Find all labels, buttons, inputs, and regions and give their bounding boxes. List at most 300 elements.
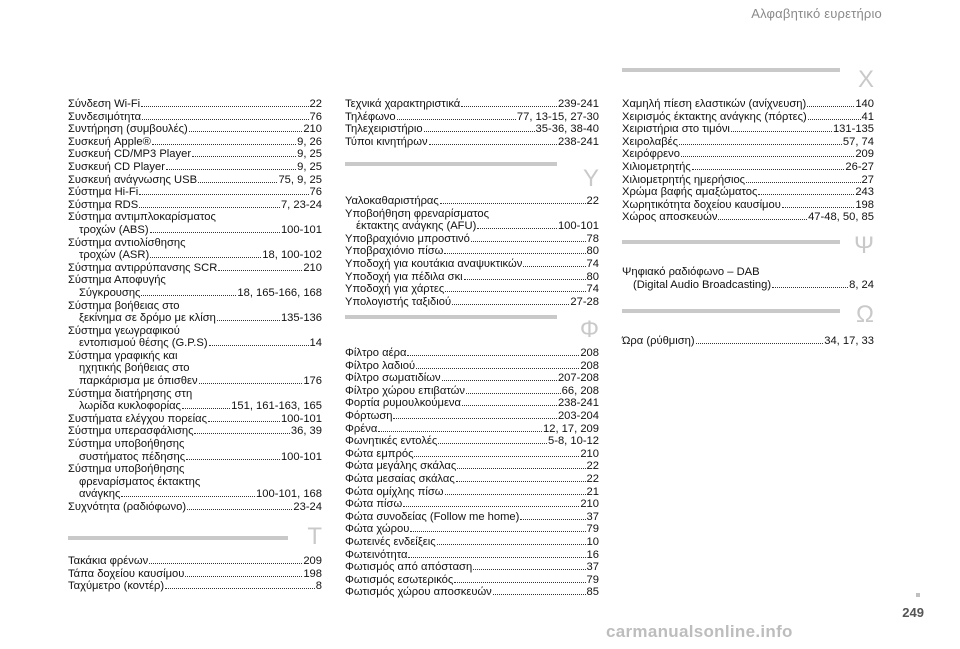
index-entry-text: Ψηφιακό ραδιόφωνο – DAB	[622, 266, 760, 278]
index-page-ref: 100-101	[557, 220, 599, 233]
index-entry	[68, 501, 322, 514]
index-block	[68, 98, 322, 514]
section-letter: Ψ	[853, 232, 874, 259]
dot-leader	[410, 531, 585, 532]
index-page-ref: 76	[309, 186, 322, 199]
index-page-ref: 210	[303, 123, 322, 136]
dot-leader	[209, 345, 309, 346]
index-entry-line	[68, 98, 322, 111]
index-entry	[68, 199, 322, 212]
index-entry	[345, 486, 599, 499]
index-entry-text: Φώτα συνοδείας (Follow me home)	[345, 510, 520, 523]
index-entry-line	[622, 111, 874, 124]
index-entry	[68, 325, 322, 350]
dot-leader	[199, 383, 303, 384]
index-entry-text: Χειρολαβές	[622, 135, 679, 148]
index-page-ref: 203-204	[557, 409, 599, 422]
index-entry	[622, 148, 874, 161]
index-entry-line	[68, 325, 322, 338]
index-entry-text: Χειρισμός έκτακτης ανάγκης (πόρτες)	[622, 110, 807, 123]
dot-leader	[393, 418, 556, 419]
index-entry-line	[68, 123, 322, 136]
index-entry	[345, 258, 599, 271]
index-entry-line	[622, 279, 874, 292]
index-entry	[345, 410, 599, 423]
index-entry-text: Συσκευή ανάγνωσης USB	[68, 173, 198, 186]
index-entry-line	[68, 555, 322, 568]
index-entry-line	[68, 388, 322, 401]
index-entry-text: παρκάρισμα με όπισθεν	[79, 375, 198, 388]
index-entry-line	[345, 372, 599, 385]
index-page-ref: 85	[586, 586, 599, 599]
index-entry-text: Σύστημα υποβοήθησης	[68, 463, 185, 476]
dot-leader	[440, 203, 586, 204]
dot-leader	[121, 496, 255, 497]
index-entry-line	[345, 271, 599, 284]
index-page-ref: 198	[855, 198, 874, 211]
index-entry-text: Χειρόφρενο	[622, 148, 680, 161]
index-page-ref: 210	[580, 498, 599, 511]
index-entry-text: ηχητικής βοήθειας στο	[79, 362, 190, 375]
index-entry-line	[68, 463, 322, 476]
index-entry-text: Σύστημα υποβοήθησης	[68, 438, 185, 451]
index-page-ref: 21	[586, 485, 599, 498]
dot-leader	[520, 519, 585, 520]
page-marker-square	[916, 593, 920, 597]
index-entry-line	[68, 186, 322, 199]
index-entry	[622, 174, 874, 187]
dot-leader	[407, 355, 579, 356]
index-block	[622, 266, 874, 291]
index-entry-text: Υποδοχή για χάρτες	[345, 283, 445, 296]
dot-leader	[464, 279, 586, 280]
index-entry	[68, 186, 322, 199]
index-entry-text: Χαμηλή πίεση ελαστικών (ανίχνευση)	[622, 98, 807, 110]
index-entry	[622, 335, 874, 348]
dot-leader	[403, 506, 579, 507]
index-entry-line	[68, 451, 322, 464]
dot-leader	[142, 119, 308, 120]
index-entry-line	[68, 375, 322, 388]
dot-leader	[782, 207, 854, 208]
index-entry-line	[345, 586, 599, 599]
index-entry-line	[622, 266, 874, 279]
index-entry	[345, 385, 599, 398]
dot-leader	[139, 207, 280, 208]
index-entry	[68, 111, 322, 124]
index-block	[622, 335, 874, 348]
index-entry-line	[345, 385, 599, 398]
index-page-ref: 22	[586, 472, 599, 485]
index-entry	[345, 523, 599, 536]
index-entry	[345, 397, 599, 410]
index-entry	[622, 136, 874, 149]
index-entry-line	[68, 362, 322, 375]
index-page-ref: 37	[586, 510, 599, 523]
dot-leader	[444, 253, 585, 254]
index-entry-line	[622, 98, 874, 111]
index-entry	[345, 511, 599, 524]
dot-leader	[438, 443, 547, 444]
index-entry-line	[345, 347, 599, 360]
index-entry	[68, 438, 322, 463]
index-entry-line	[68, 136, 322, 149]
index-entry-line	[68, 224, 322, 237]
index-entry-text: Υποβραχιόνιο πίσω	[345, 245, 444, 258]
index-page-ref: 79	[586, 573, 599, 586]
index-entry-text: Σύστημα γεωγραφικού	[68, 324, 180, 337]
index-entry-text: Σύστημα αντιολίσθησης	[68, 236, 186, 249]
index-page-ref: 7, 23-24	[280, 198, 322, 211]
dot-leader	[424, 131, 535, 132]
index-entry	[345, 473, 599, 486]
index-page-ref: 10	[586, 535, 599, 548]
index-page-ref: 239-241	[557, 98, 599, 110]
index-entry-text: Χρώμα βαφής αμαξώματος	[622, 186, 758, 199]
index-entry-text: τροχών (ABS)	[79, 223, 149, 236]
index-entry	[68, 123, 322, 136]
index-page-ref: 12, 17, 209	[543, 422, 599, 435]
index-block	[622, 98, 874, 224]
index-entry-line	[345, 98, 599, 111]
dot-leader	[414, 456, 579, 457]
index-entry	[345, 233, 599, 246]
index-entry-text: Φωνητικές εντολές	[345, 435, 438, 448]
index-entry	[68, 350, 322, 388]
index-entry-text: φρεναρίσματος έκτακτης	[79, 475, 201, 488]
index-entry-line	[345, 397, 599, 410]
index-entry-line	[622, 148, 874, 161]
index-entry	[68, 98, 322, 111]
index-entry	[345, 448, 599, 461]
index-entry-text: Σύστημα διατήρησης στη	[68, 387, 193, 400]
index-entry-line	[345, 283, 599, 296]
index-page-ref: 14	[309, 337, 322, 350]
dot-leader	[772, 287, 848, 288]
index-block	[345, 195, 599, 308]
index-entry-text: έκτακτης ανάγκης (AFU)	[356, 220, 477, 233]
index-entry-line	[345, 523, 599, 536]
index-entry	[345, 111, 599, 124]
dot-leader	[679, 144, 842, 145]
index-page-ref: 34, 17, 33	[824, 335, 874, 347]
dot-leader	[466, 393, 561, 394]
index-entry-text: Συστήματα ελέγχου πορείας	[68, 412, 207, 425]
index-entry-text: Φόρτωση	[345, 409, 393, 422]
dot-leader	[165, 588, 315, 589]
index-entry	[622, 211, 874, 224]
index-entry-text: Υποδοχή για κουτάκια αναψυκτικών	[345, 257, 523, 270]
index-entry-line	[345, 233, 599, 246]
index-entry-line	[345, 448, 599, 461]
index-entry-text: Ώρα (ρύθμιση)	[622, 335, 695, 347]
dot-leader	[462, 405, 557, 406]
dot-leader	[182, 408, 230, 409]
index-entry-text: Χειριστήρια στο τιμόνι	[622, 123, 730, 136]
index-entry	[622, 186, 874, 199]
index-entry-text: Σύστημα αντιρρύπανσης SCR	[68, 261, 218, 274]
index-entry-text: Φώτα ομίχλης πίσω	[345, 485, 444, 498]
dot-leader	[452, 304, 569, 305]
index-entry-line	[68, 287, 322, 300]
index-entry-line	[345, 410, 599, 423]
index-entry-line	[68, 580, 322, 593]
index-page-ref: 208	[580, 347, 599, 359]
index-entry-line	[345, 220, 599, 233]
index-entry-text: Φωτεινότητα	[345, 548, 408, 561]
index-page-ref: 16	[586, 548, 599, 561]
dot-leader	[718, 219, 807, 220]
index-entry-text: Τακάκια φρένων	[68, 555, 149, 567]
index-page-ref: 9, 26	[297, 135, 322, 148]
index-page-ref: 131-135	[832, 123, 874, 136]
index-page-ref: 140	[855, 98, 874, 110]
index-entry	[68, 413, 322, 426]
index-entry-text: Υποβραχιόνιο μπροστινό	[345, 232, 470, 245]
index-entry-text: Φωτεινές ενδείξεις	[345, 535, 436, 548]
index-page-ref: 5-8, 10-12	[548, 435, 599, 448]
index-entry-text: Σύνδεση Wi-Fi	[68, 98, 141, 110]
index-entry-text: Συνδεσιμότητα	[68, 110, 142, 123]
index-page-ref: 37	[586, 561, 599, 574]
index-entry-text: Τηλεχειριστήριο	[345, 123, 423, 136]
index-entry-line	[345, 460, 599, 473]
section-header-tau	[68, 525, 322, 549]
index-page-ref: 23-24	[293, 501, 322, 513]
index-page-ref: 77, 13-15, 27-30	[516, 110, 599, 123]
index-entry-text: Χωρητικότητα δοχείου καυσίμου	[622, 198, 781, 211]
dot-leader	[217, 320, 280, 321]
index-page-ref: 135-136	[280, 312, 322, 325]
index-entry-text: Χώρος αποσκευών	[622, 211, 718, 224]
dot-leader	[473, 569, 585, 570]
section-letter: Χ	[857, 66, 874, 93]
section-header-phi	[345, 318, 599, 342]
index-page-ref: 209	[855, 148, 874, 161]
dot-leader	[692, 169, 845, 170]
dot-leader	[445, 291, 585, 292]
index-entry-text: Φωτισμός εσωτερικός	[345, 573, 454, 586]
index-entry	[68, 262, 322, 275]
index-entry	[622, 123, 874, 136]
dot-leader	[192, 156, 296, 157]
dot-leader	[141, 295, 236, 296]
index-entry-text: ξεκίνημα σε δρόμο με κλίση	[79, 312, 216, 325]
index-entry-line	[345, 123, 599, 136]
index-entry-text: Φώτα μεσαίας σκάλας	[345, 472, 455, 485]
index-page-ref: 74	[586, 283, 599, 296]
index-entry	[345, 208, 599, 233]
dot-leader	[696, 343, 824, 344]
index-page-ref: 41	[861, 110, 874, 123]
index-entry-line	[68, 350, 322, 363]
section-header-psi	[622, 234, 874, 258]
index-entry	[345, 536, 599, 549]
dot-leader	[429, 144, 557, 145]
index-entry-line	[68, 413, 322, 426]
index-entry-text: Σύστημα Αποφυγής	[68, 274, 166, 287]
index-page-ref: 80	[586, 270, 599, 283]
index-page-ref: 208	[580, 359, 599, 372]
dot-leader	[416, 368, 579, 369]
dot-leader	[408, 557, 585, 558]
index-entry	[68, 237, 322, 262]
index-page-ref: 66, 208	[561, 384, 599, 397]
section-divider-bar	[68, 536, 288, 540]
index-entry-text: Φίλτρο λαδιού	[345, 359, 416, 372]
index-entry-line	[345, 486, 599, 499]
dot-leader	[808, 119, 861, 120]
index-entry-text: Φίλτρο σωματιδίων	[345, 372, 441, 385]
index-entry-line	[345, 498, 599, 511]
index-entry	[68, 425, 322, 438]
index-entry	[622, 111, 874, 124]
index-entry	[345, 195, 599, 208]
index-entry-text: Τηλέφωνο	[345, 110, 396, 123]
index-entry	[345, 372, 599, 385]
section-divider-bar	[345, 162, 557, 166]
index-entry-text: Σύστημα γραφικής και	[68, 349, 178, 362]
index-entry-text: συστήματος πέδησης	[79, 450, 186, 463]
index-page-ref: 100-101	[280, 412, 322, 425]
index-entry-text: Χιλιομετρητής ημερήσιος	[622, 173, 746, 186]
index-entry-line	[345, 435, 599, 448]
index-entry-line	[68, 568, 322, 581]
index-entry-line	[68, 438, 322, 451]
index-page-ref: 36, 39	[290, 425, 322, 438]
dot-leader	[378, 431, 542, 432]
index-entry-line	[68, 300, 322, 313]
dot-leader	[198, 182, 277, 183]
dot-leader	[186, 459, 280, 460]
index-entry-text: εντοπισμού θέσης (G.P.S)	[79, 337, 208, 350]
index-page-ref: 57, 74	[842, 135, 874, 148]
section-divider-bar	[622, 240, 840, 244]
index-entry	[68, 274, 322, 299]
index-entry	[345, 98, 599, 111]
dot-leader	[746, 182, 860, 183]
index-entry-line	[68, 312, 322, 325]
index-entry-line	[345, 574, 599, 587]
index-page-ref: 80	[586, 245, 599, 258]
index-entry	[345, 435, 599, 448]
index-entry-line	[622, 186, 874, 199]
index-entry	[345, 296, 599, 309]
dot-leader	[681, 156, 854, 157]
index-page-ref: 47-48, 50, 85	[808, 211, 874, 224]
index-entry-text: Υαλοκαθαριστήρας	[345, 195, 439, 207]
index-entry-text: Σύστημα RDS	[68, 198, 139, 211]
index-page-ref: 238-241	[557, 397, 599, 410]
index-page-ref: 100-101	[280, 450, 322, 463]
dot-leader	[477, 228, 557, 229]
index-entry-line	[345, 245, 599, 258]
index-entry-line	[68, 337, 322, 350]
dot-leader	[523, 266, 585, 267]
index-entry	[345, 586, 599, 599]
dot-leader	[471, 241, 586, 242]
index-entry-text: Χιλιομετρητής	[622, 160, 691, 173]
index-entry	[345, 498, 599, 511]
index-entry-line	[68, 161, 322, 174]
section-divider-bar	[622, 68, 840, 72]
index-entry-text: Τύποι κινητήρων	[345, 135, 428, 148]
index-entry-text: Τεχνικά χαρακτηριστικά	[345, 98, 461, 110]
dot-leader	[208, 421, 280, 422]
section-letter: Ω	[856, 301, 874, 328]
dot-leader	[150, 257, 261, 258]
index-page-ref: 9, 25	[297, 148, 322, 161]
index-entry-line	[345, 111, 599, 124]
index-entry-line	[622, 136, 874, 149]
index-entry-line	[68, 274, 322, 287]
index-entry	[345, 360, 599, 373]
index-entry-text: Σύγκρουσης	[79, 286, 141, 299]
index-entry-text: Σύστημα αντιμπλοκαρίσματος	[68, 211, 216, 224]
index-entry-text: Φώτα μεγάλης σκάλας	[345, 460, 457, 473]
dot-leader	[731, 131, 832, 132]
index-page-ref: 35-36, 38-40	[535, 123, 599, 136]
index-entry-line	[345, 208, 599, 221]
index-entry-text: Φώτα χώρου	[345, 523, 410, 536]
index-entry-line	[345, 536, 599, 549]
index-entry-line	[345, 195, 599, 208]
index-entry	[68, 580, 322, 593]
index-page-ref: 78	[586, 232, 599, 245]
index-entry-line	[345, 258, 599, 271]
index-entry	[68, 568, 322, 581]
index-entry-line	[68, 249, 322, 262]
dot-leader	[445, 494, 586, 495]
index-page-ref: 210	[303, 261, 322, 274]
dot-leader	[189, 131, 303, 132]
index-entry-text: Υπολογιστής ταξιδιού	[345, 295, 452, 308]
index-entry-text: Συχνότητα (ραδιόφωνο)	[68, 501, 187, 513]
index-entry-line	[68, 262, 322, 275]
index-entry	[345, 460, 599, 473]
dot-leader	[461, 106, 557, 107]
index-page-ref: 100-101, 168	[256, 488, 322, 501]
dot-leader	[166, 169, 296, 170]
index-entry-line	[345, 511, 599, 524]
index-entry	[345, 271, 599, 284]
index-entry-text: Συσκευή CD/MP3 Player	[68, 148, 192, 161]
index-entry	[345, 123, 599, 136]
index-page-ref: 207-208	[557, 372, 599, 385]
index-entry-text: ανάγκης	[79, 488, 121, 501]
index-entry-line	[68, 148, 322, 161]
index-page-ref: 76	[309, 110, 322, 123]
index-page-ref: 27	[861, 173, 874, 186]
index-entry-text: Φίλτρο χώρου επιβατών	[345, 384, 465, 397]
section-divider-bar	[345, 315, 557, 319]
index-entry-line	[622, 161, 874, 174]
dot-leader	[457, 468, 585, 469]
index-entry	[68, 555, 322, 568]
index-entry-line	[345, 561, 599, 574]
index-entry-text: Συσκευή Apple®	[68, 135, 151, 148]
index-entry-text: Φώτα πίσω	[345, 498, 403, 511]
index-entry-line	[622, 123, 874, 136]
index-entry-line	[68, 111, 322, 124]
index-entry-text: λωρίδα κυκλοφορίας	[79, 400, 181, 413]
index-entry	[345, 245, 599, 258]
index-page-ref: 100-101	[280, 223, 322, 236]
dot-leader	[141, 106, 308, 107]
index-page-ref: 18, 100-102	[262, 249, 322, 262]
index-block	[68, 555, 322, 593]
dot-leader	[194, 433, 289, 434]
